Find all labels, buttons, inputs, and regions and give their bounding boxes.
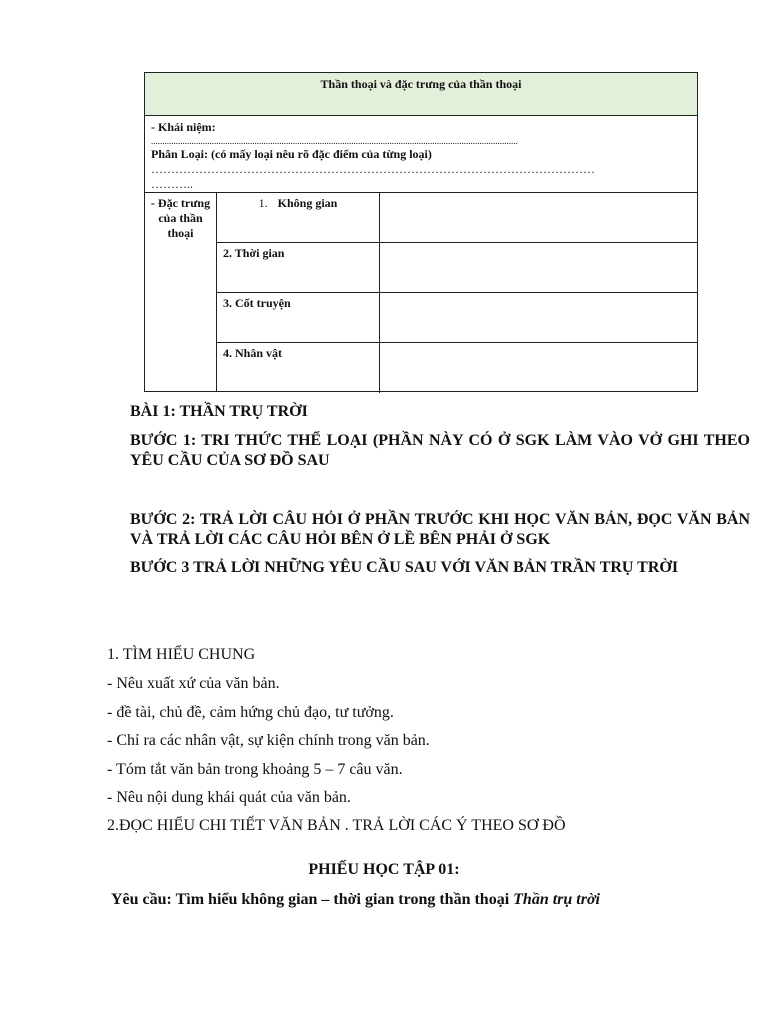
feature-answer-cell: [380, 243, 697, 292]
table-title: Thần thoại và đặc trưng của thần thoại: [145, 73, 697, 116]
classify-dots: …………………………………………………………………………………………………: [151, 162, 595, 176]
section-2-title: 2.ĐỌC HIỂU CHI TIẾT VĂN BẢN . TRẢ LỜI CÁC Ý THEO SƠ ĐỒ: [107, 817, 566, 834]
requirement-work-title: Thần trụ trời: [513, 891, 600, 908]
feature-answer-cell: [380, 193, 697, 242]
requirement-text: Yêu cầu: Tìm hiểu không gian – thời gian trong thần thoại: [111, 891, 514, 908]
step-1: BƯỚC 1: TRI THỨC THỂ LOẠI (PHẦN NÀY CÓ Ở SGK LÀM VÀO VỞ GHI THEO YÊU CẦU CỦA SƠ ĐỒ SAU: [130, 432, 750, 469]
feature-label-text: Không gian: [277, 196, 338, 210]
feature-number: 1.: [258, 196, 268, 210]
characteristics-table: [144, 72, 698, 392]
feature-row-plot: [217, 293, 697, 343]
feature-row-character: [217, 343, 697, 393]
feature-row-space: [217, 193, 697, 243]
step-3: BƯỚC 3 TRẢ LỜI NHỮNG YÊU CẦU SAU VỚI VĂN BẢN TRẦN TRỤ TRỜI: [130, 559, 679, 576]
section-1-item: - Tóm tắt văn bản trong khoảng 5 – 7 câu văn.: [107, 761, 403, 778]
classify-dots-2: ………..: [151, 177, 193, 191]
feature-label: - Đặc trưng của thần thoại: [145, 193, 217, 391]
feature-answer-cell: [380, 343, 697, 393]
feature-name: [217, 193, 380, 242]
concept-label: - Khái niệm:: [151, 120, 216, 134]
step-2: BƯỚC 2: TRẢ LỜI CÂU HỎI Ở PHẦN TRƯỚC KHI HỌC VĂN BẢN, ĐỌC VĂN BẢN VÀ TRẢ LỜI CÁC CÂU HỎI BÊN Ở LỀ BÊN PHẢI Ở SGK: [130, 511, 750, 548]
section-1-title: 1. TÌM HIỂU CHUNG: [107, 646, 256, 663]
feature-name: 2. Thời gian: [217, 243, 380, 292]
worksheet-title: PHIẾU HỌC TẬP 01:: [308, 861, 460, 878]
section-1-item: - đề tài, chủ đề, cảm hứng chủ đạo, tư tưởng.: [107, 704, 394, 721]
section-1-item: - Chỉ ra các nhân vật, sự kiện chính trong văn bản.: [107, 732, 430, 749]
requirement-line: [111, 890, 600, 910]
feature-name: 4. Nhân vật: [217, 343, 380, 393]
concept-dots: ...................................................................................................................................................................: [151, 136, 518, 146]
concept-cell: [145, 116, 697, 193]
section-1-item: - Nêu xuất xứ của văn bản.: [107, 675, 280, 692]
section-1-item: - Nêu nội dung khái quát của văn bản.: [107, 789, 351, 806]
feature-answer-cell: [380, 293, 697, 342]
feature-name: 3. Cốt truyện: [217, 293, 380, 342]
feature-row-time: [217, 243, 697, 293]
classify-label: Phân Loại: (có mấy loại nêu rõ đặc điểm của từng loại): [151, 147, 432, 161]
lesson-title: BÀI 1: THẦN TRỤ TRỜI: [130, 403, 308, 420]
